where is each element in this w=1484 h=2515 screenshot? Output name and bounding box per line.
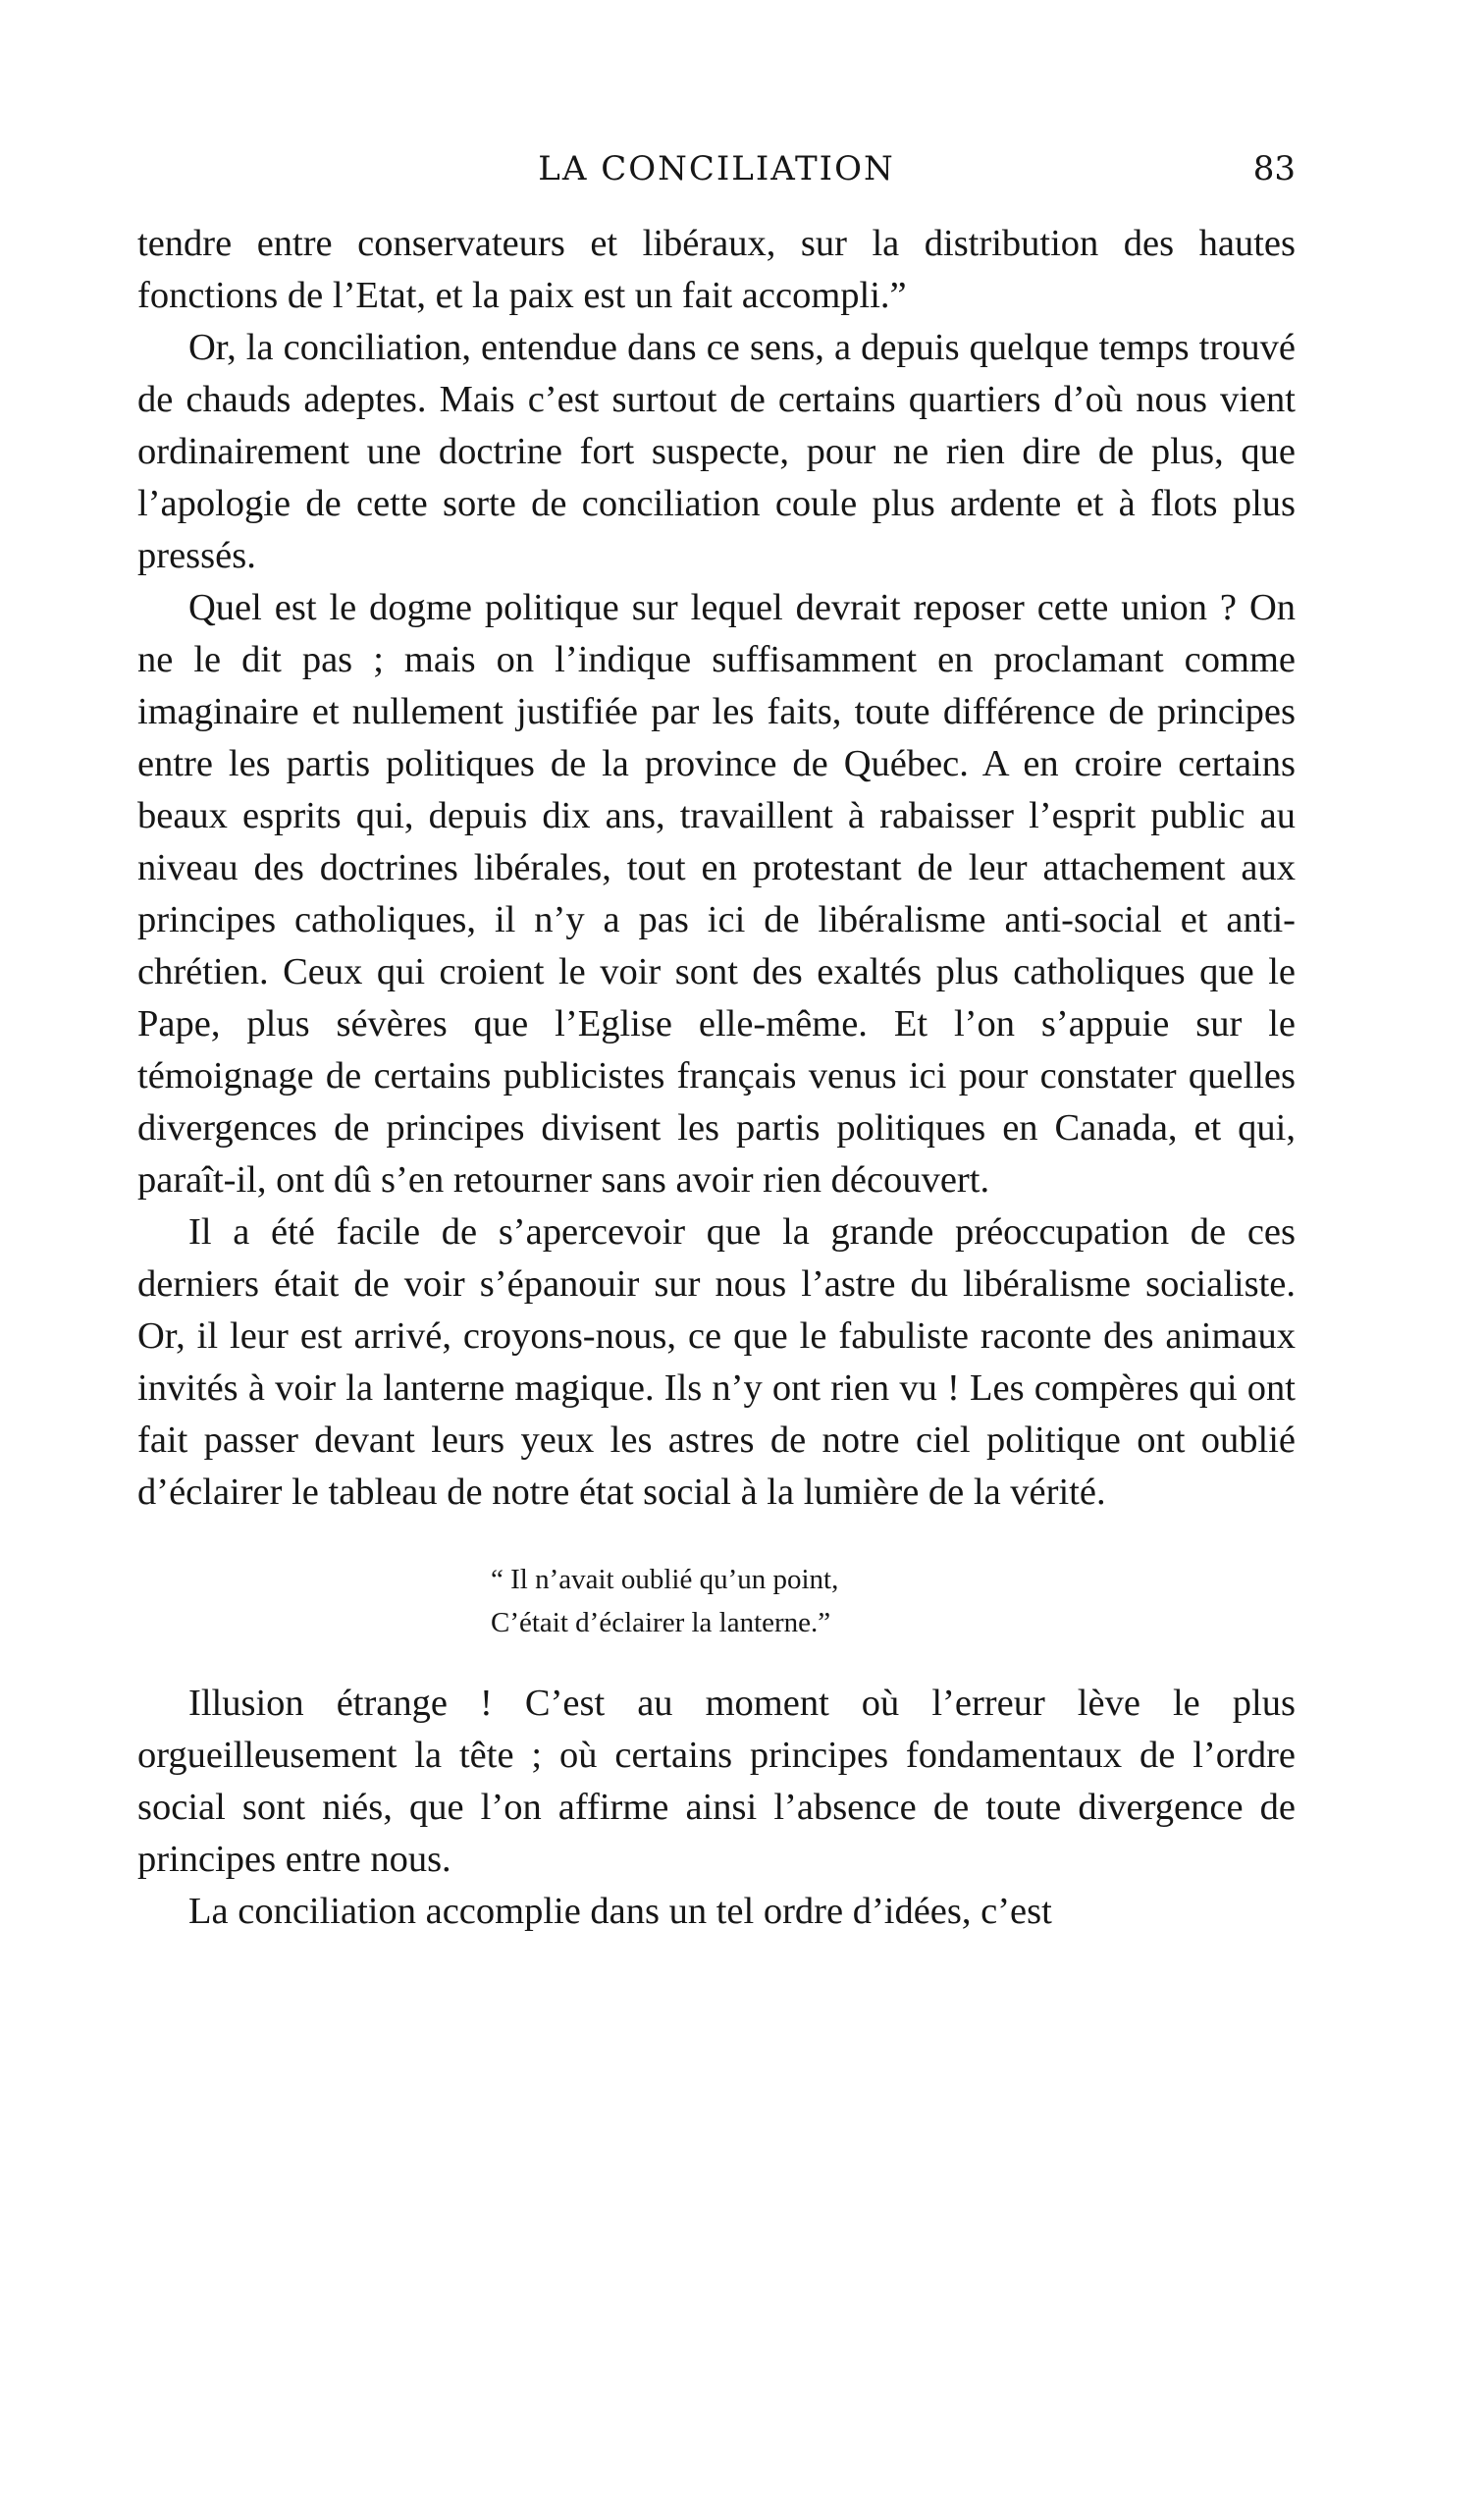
paragraph-3: Quel est le dogme politique sur lequel devrait reposer cette union ? On ne le dit pas ; mais on l’indique suffisamment en proclamant comme imaginaire et nullement justifiée par les faits, toute différence de principes entre les partis politiques de la province de Québec. A en croire certains beaux esprits qui, depuis dix ans, travaillent à rabaisser l’esprit public au niveau des doctrines libérales, tout en protestant de leur attachement aux principes catholiques, il n’y a pas ici de libéralisme anti-social et anti-chrétien. Ceux qui croient le voir sont des exaltés plus catholiques que le Pape, plus sévères que l’Eglise elle-même. Et l’on s’appuie sur le témoignage de certains publicistes français venus ici pour constater quelles divergences de principes divisent les partis politiques en Canada, et qui, paraît-il, ont dû s’en retourner sans avoir rien découvert. [137,587,1296,1201]
paragraph-5: Illusion étrange ! C’est au moment où l’erreur lève le plus orgueilleusement la tête ; où certains principes fondamentaux de l’ordre social sont niés, que l’on affirme ainsi l’absence de toute divergence de principes entre nous. [137,1683,1296,1880]
paragraph-6: La conciliation accomplie dans un tel ordre d’idées, c’est [188,1891,1052,1932]
paragraph-2: Or, la conciliation, entendue dans ce sens, a depuis quelque temps trouvé de chauds adeptes. Mais c’est surtout de certains quartiers d’où nous vient ordinairement une doctrine fort suspecte, pour ne rien dire de plus, que l’apologie de cette sorte de conciliation coule plus ardente et à flots plus pressés. [137,327,1296,576]
body-text [137,218,1296,1938]
paragraph-4: Il a été facile de s’apercevoir que la grande préoccupation de ces derniers était de voir s’épanouir sur nous l’astre du libéralisme socialiste. Or, il leur est arrivé, croyons-nous, ce que le fabuliste raconte des animaux invités à voir la lanterne magique. Ils n’y ont rien vu ! Les compères qui ont fait passer devant leurs yeux les astres de notre ciel politique ont oublié d’éclairer le tableau de notre état social à la lumière de la vérité. [137,1211,1296,1513]
quote-line-2: C’était d’éclairer la lanterne.” [491,1607,831,1638]
page-number: 83 [1252,149,1296,188]
quote-line-1: “ Il n’avait oublié qu’un point, [491,1564,839,1595]
running-head [137,139,1296,198]
paragraph-1: tendre entre conservateurs et libéraux, sur la distribution des hautes fonctions de l’Etat, et la paix est un fait accompli.” [137,223,1296,316]
verse-quote [137,1558,1296,1644]
running-title: LA CONCILIATION [538,149,895,188]
